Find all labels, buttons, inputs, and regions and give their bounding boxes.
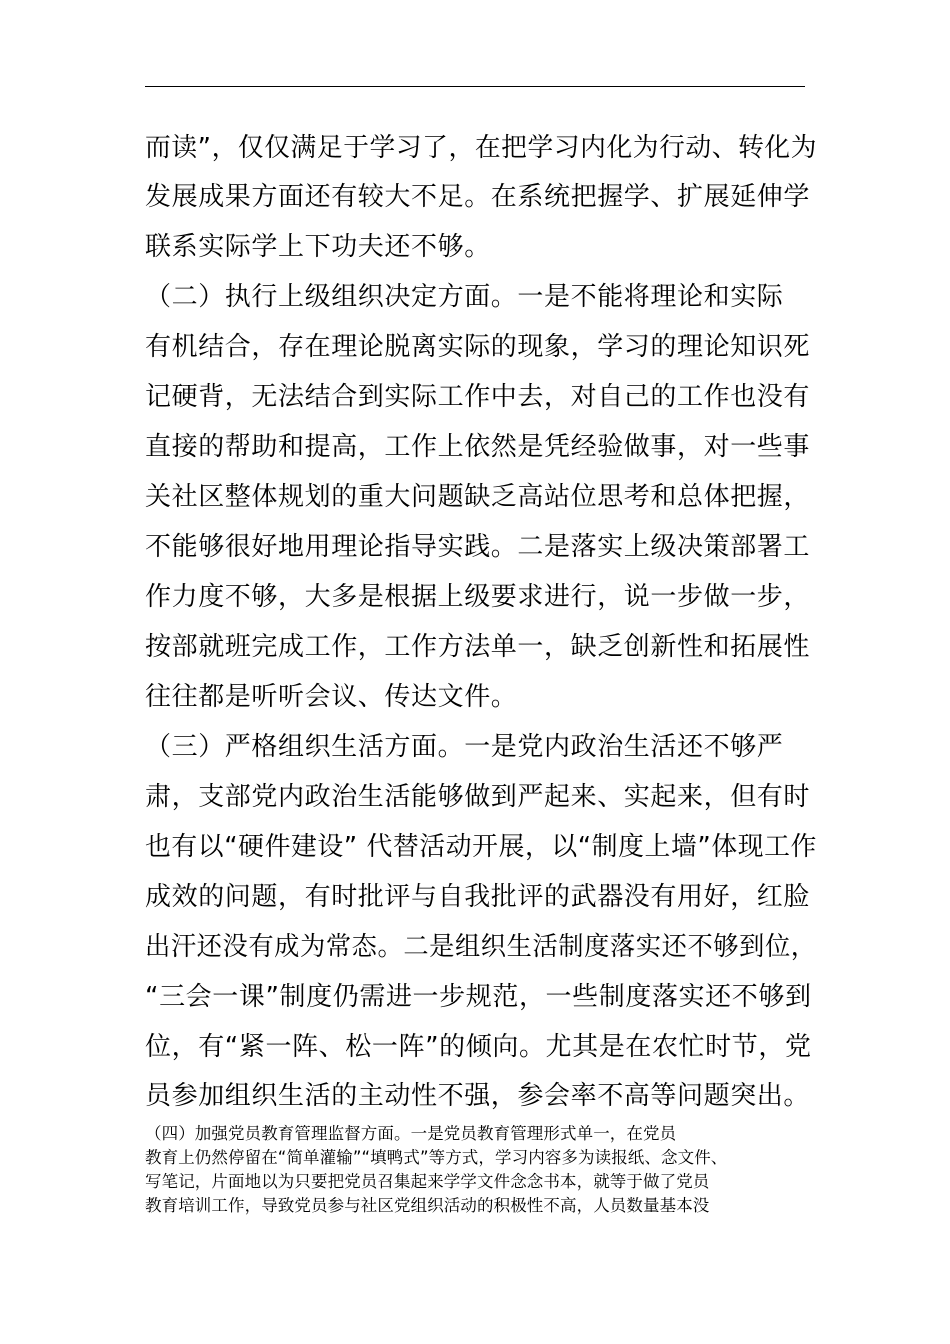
text-line: 有机结合，存在理论脱离实际的现象，学习的理论知识死 — [145, 332, 811, 362]
text-line: 联系实际学上下功夫还不够。 — [145, 232, 491, 262]
text-line: 位，有“紧一阵、松一阵”的倾向。尤其是在农忙时节，党 — [145, 1032, 812, 1062]
text-line: 直接的帮助和提高，工作上依然是凭经验做事，对一些事 — [145, 432, 811, 462]
text-line: 出汗还没有成为常态。二是组织生活制度落实还不够到位， — [145, 932, 817, 962]
text-line: 作力度不够，大多是根据上级要求进行，说一步做一步， — [145, 582, 811, 612]
section-heading-line: （三）严格组织生活方面。一是党内政治生活还不够严 — [145, 732, 784, 762]
text-line: 发展成果方面还有较大不足。在系统把握学、扩展延伸学 — [145, 182, 811, 212]
text-line: 肃，支部党内政治生活能够做到严起来、实起来，但有时 — [145, 782, 811, 812]
text-line: 往往都是听听会议、传达文件。 — [145, 682, 518, 712]
small-text-line: （四）加强党员教育管理监督方面。一是党员教育管理形式单一，在党员 — [145, 1124, 677, 1143]
text-line: 关社区整体规划的重大问题缺乏高站位思考和总体把握， — [145, 482, 811, 512]
small-text-line: 写笔记，片面地以为只要把党员召集起来学学文件念念书本，就等于做了党员 — [145, 1172, 710, 1191]
section-heading-line: （二）执行上级组织决定方面。一是不能将理论和实际 — [145, 282, 784, 312]
small-text-line: 教育上仍然停留在“简单灌输”“填鸭式”等方式，学习内容多为读报纸、念文件、 — [145, 1148, 728, 1167]
header-rule — [145, 86, 805, 87]
text-line: “三会一课”制度仍需进一步规范，一些制度落实还不够到 — [145, 982, 812, 1012]
text-line: 记硬背，无法结合到实际工作中去，对自己的工作也没有 — [145, 382, 811, 412]
text-line: 也有以“硬件建设” 代替活动开展，以“制度上墙”体现工作 — [145, 832, 817, 862]
text-line: 成效的问题，有时批评与自我批评的武器没有用好，红脸 — [145, 882, 811, 912]
text-line: 按部就班完成工作，工作方法单一，缺乏创新性和拓展性 — [145, 632, 811, 662]
text-line: 员参加组织生活的主动性不强，参会率不高等问题突出。 — [145, 1081, 811, 1111]
text-line: 而读”，仅仅满足于学习了，在把学习内化为行动、转化为 — [145, 133, 818, 163]
text-line: 不能够很好地用理论指导实践。二是落实上级决策部署工 — [145, 532, 811, 562]
small-text-line: 教育培训工作，导致党员参与社区党组织活动的积极性不高，人员数量基本没 — [145, 1196, 710, 1215]
